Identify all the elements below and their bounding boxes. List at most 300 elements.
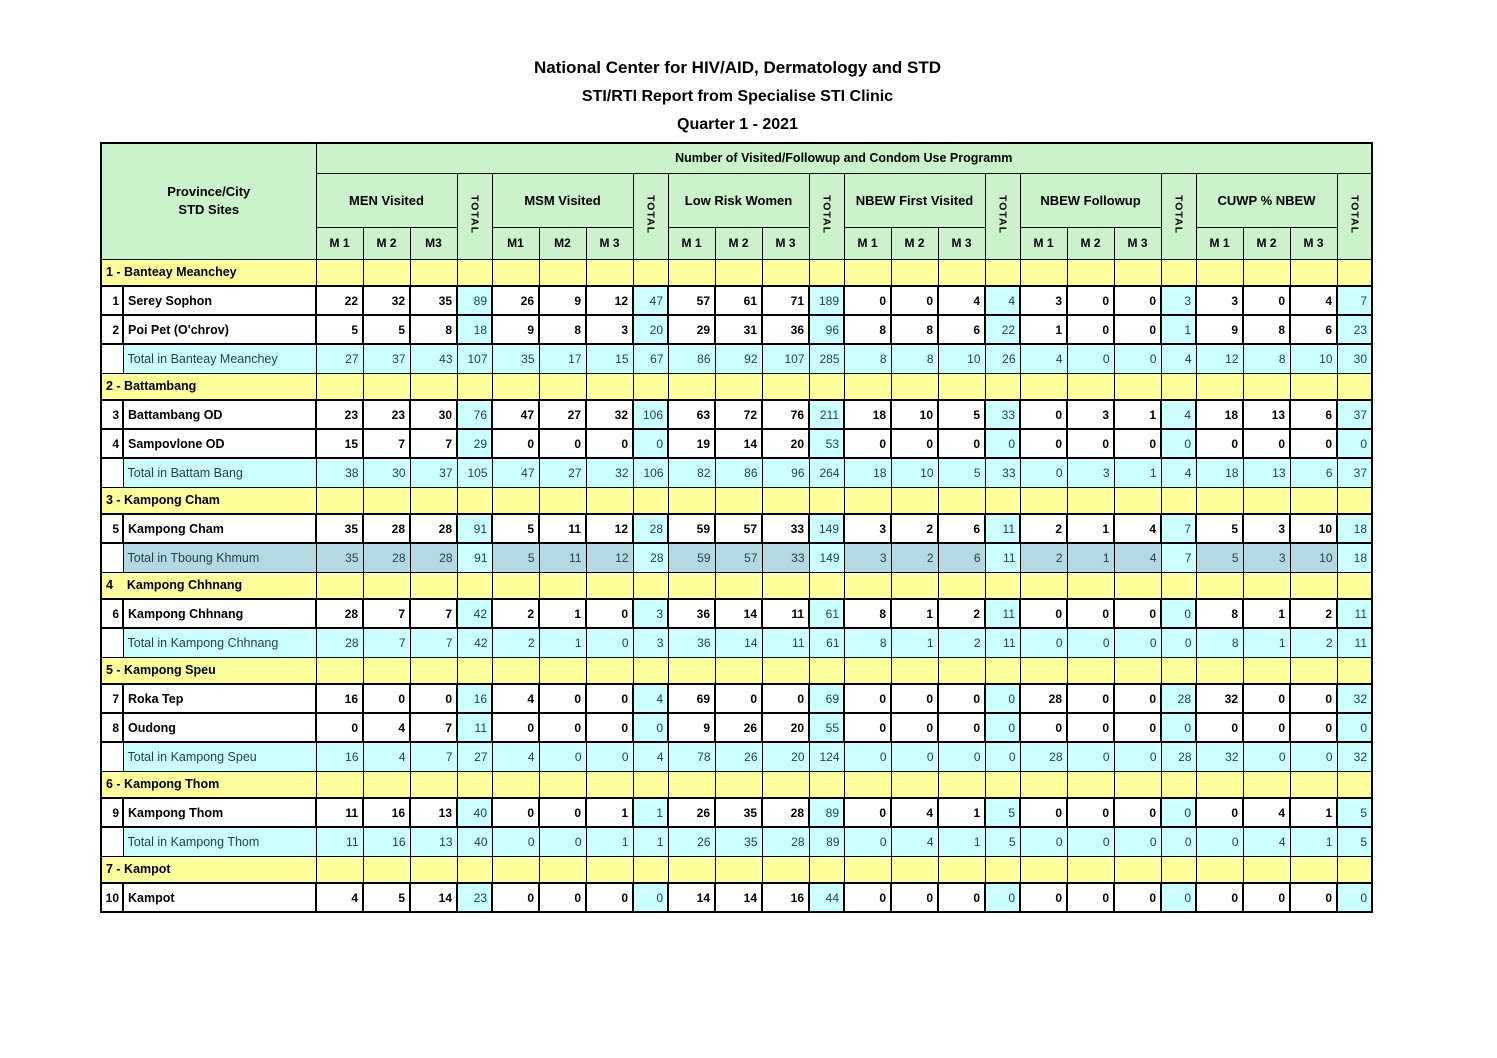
site-month-cell: 0 — [1114, 798, 1161, 827]
section-empty-cell — [410, 771, 457, 798]
site-total-cell: 3 — [633, 599, 668, 628]
province-total-month-cell: 38 — [316, 458, 363, 487]
site-month-cell: 6 — [1290, 400, 1337, 429]
province-total-row — [101, 628, 1372, 657]
province-total-month-cell: 0 — [1067, 628, 1114, 657]
section-empty-cell — [938, 657, 985, 684]
section-empty-cell — [1196, 856, 1243, 883]
section-empty-cell — [457, 856, 492, 883]
province-total-sum-cell: 4 — [633, 742, 668, 771]
province-total-month-cell: 0 — [1114, 344, 1161, 373]
site-month-cell: 7 — [410, 713, 457, 742]
province-total-month-cell: 8 — [1243, 344, 1290, 373]
section-empty-cell — [938, 771, 985, 798]
section-empty-cell — [586, 487, 633, 514]
total-header-label: TOTAL — [820, 194, 833, 235]
section-empty-cell — [633, 487, 668, 514]
site-month-cell: 1 — [938, 798, 985, 827]
section-empty-cell — [891, 856, 938, 883]
province-total-month-cell: 3 — [1243, 543, 1290, 572]
site-month-cell: 4 — [1114, 514, 1161, 543]
site-month-cell: 0 — [586, 684, 633, 713]
total-column-header — [985, 173, 1020, 259]
province-total-month-cell: 8 — [844, 628, 891, 657]
site-month-cell: 14 — [715, 883, 762, 912]
month-header: M 1 — [668, 227, 715, 259]
row-number-empty — [101, 344, 123, 373]
province-total-sum-cell: 4 — [1161, 344, 1196, 373]
section-empty-cell — [1067, 572, 1114, 599]
site-name: Poi Pet (O'chrov) — [123, 315, 316, 344]
province-total-sum-cell: 5 — [985, 827, 1020, 856]
province-total-month-cell: 4 — [891, 827, 938, 856]
site-month-cell: 0 — [1196, 429, 1243, 458]
section-empty-cell — [316, 487, 363, 514]
section-empty-cell — [586, 657, 633, 684]
site-total-cell: 11 — [1337, 599, 1372, 628]
site-month-cell: 6 — [938, 514, 985, 543]
site-total-cell: 18 — [1337, 514, 1372, 543]
site-month-cell: 27 — [539, 400, 586, 429]
section-empty-cell — [586, 259, 633, 286]
province-total-month-cell: 8 — [844, 344, 891, 373]
site-month-cell: 1 — [1020, 315, 1067, 344]
section-empty-cell — [938, 856, 985, 883]
site-total-cell: 4 — [633, 684, 668, 713]
section-label: 1 - Banteay Meanchey — [101, 259, 316, 286]
site-month-cell: 33 — [762, 514, 809, 543]
total-header-label: TOTAL — [996, 194, 1009, 235]
section-empty-cell — [891, 373, 938, 400]
site-month-cell: 2 — [1290, 599, 1337, 628]
section-empty-cell — [410, 657, 457, 684]
section-empty-cell — [985, 572, 1020, 599]
province-total-month-cell: 82 — [668, 458, 715, 487]
province-total-month-cell: 0 — [844, 742, 891, 771]
section-empty-cell — [809, 259, 844, 286]
province-total-month-cell: 7 — [363, 628, 410, 657]
section-empty-cell — [1196, 572, 1243, 599]
province-total-sum-cell: 124 — [809, 742, 844, 771]
month-header: M 2 — [891, 227, 938, 259]
site-month-cell: 0 — [410, 684, 457, 713]
province-total-sum-cell: 3 — [633, 628, 668, 657]
site-month-cell: 0 — [1020, 713, 1067, 742]
row-number: 2 — [101, 315, 123, 344]
site-total-cell: 106 — [633, 400, 668, 429]
month-header: M 1 — [844, 227, 891, 259]
site-month-cell: 11 — [762, 599, 809, 628]
section-empty-cell — [1114, 259, 1161, 286]
site-month-cell: 0 — [1243, 429, 1290, 458]
site-month-cell: 1 — [539, 599, 586, 628]
section-row — [101, 771, 1372, 798]
month-header: M 1 — [1020, 227, 1067, 259]
row-number: 4 — [101, 429, 123, 458]
month-header: M 2 — [1243, 227, 1290, 259]
section-empty-cell — [1114, 572, 1161, 599]
province-total-month-cell: 0 — [492, 827, 539, 856]
site-month-cell: 3 — [1243, 514, 1290, 543]
section-empty-cell — [762, 373, 809, 400]
site-month-cell: 0 — [1196, 713, 1243, 742]
section-empty-cell — [1243, 572, 1290, 599]
section-empty-cell — [1243, 487, 1290, 514]
site-total-cell: 44 — [809, 883, 844, 912]
province-total-month-cell: 28 — [363, 543, 410, 572]
section-empty-cell — [1020, 572, 1067, 599]
province-total-sum-cell: 27 — [457, 742, 492, 771]
month-header: M 3 — [586, 227, 633, 259]
section-empty-cell — [633, 373, 668, 400]
section-empty-cell — [1161, 259, 1196, 286]
site-total-cell: 76 — [457, 400, 492, 429]
section-empty-cell — [1067, 373, 1114, 400]
section-empty-cell — [668, 487, 715, 514]
section-empty-cell — [457, 572, 492, 599]
section-empty-cell — [985, 487, 1020, 514]
site-month-cell: 0 — [938, 684, 985, 713]
province-total-month-cell: 59 — [668, 543, 715, 572]
province-total-month-cell: 10 — [938, 344, 985, 373]
site-month-cell: 0 — [492, 713, 539, 742]
site-total-cell: 5 — [1337, 798, 1372, 827]
section-empty-cell — [762, 657, 809, 684]
site-row — [101, 315, 1372, 344]
province-total-month-cell: 18 — [1196, 458, 1243, 487]
section-empty-cell — [844, 373, 891, 400]
section-empty-cell — [492, 259, 539, 286]
site-month-cell: 11 — [316, 798, 363, 827]
site-total-cell: 0 — [985, 883, 1020, 912]
section-empty-cell — [668, 259, 715, 286]
section-empty-cell — [1337, 259, 1372, 286]
section-empty-cell — [457, 771, 492, 798]
province-total-month-cell: 86 — [715, 458, 762, 487]
site-month-cell: 0 — [844, 798, 891, 827]
site-total-cell: 0 — [633, 713, 668, 742]
row-number-empty — [101, 458, 123, 487]
site-month-cell: 18 — [844, 400, 891, 429]
site-total-cell: 96 — [809, 315, 844, 344]
total-header-label: TOTAL — [468, 194, 481, 235]
site-month-cell: 0 — [1067, 429, 1114, 458]
site-total-cell: 16 — [457, 684, 492, 713]
province-total-month-cell: 96 — [762, 458, 809, 487]
section-empty-cell — [985, 373, 1020, 400]
banner-header: Number of Visited/Followup and Condom Use Programm — [316, 143, 1372, 173]
province-total-month-cell: 1 — [891, 628, 938, 657]
section-empty-cell — [891, 771, 938, 798]
province-total-month-cell: 20 — [762, 742, 809, 771]
province-total-month-cell: 11 — [539, 543, 586, 572]
section-empty-cell — [762, 572, 809, 599]
section-empty-cell — [410, 373, 457, 400]
site-month-cell: 7 — [410, 429, 457, 458]
site-total-cell: 211 — [809, 400, 844, 429]
province-total-month-cell: 28 — [762, 827, 809, 856]
std-sites-line2: STD Sites — [178, 202, 240, 218]
site-total-cell: 0 — [633, 429, 668, 458]
section-empty-cell — [586, 373, 633, 400]
site-month-cell: 0 — [1114, 315, 1161, 344]
section-empty-cell — [539, 487, 586, 514]
site-month-cell: 0 — [1020, 883, 1067, 912]
province-total-month-cell: 2 — [891, 543, 938, 572]
site-month-cell: 14 — [715, 429, 762, 458]
province-total-month-cell: 5 — [1196, 543, 1243, 572]
section-empty-cell — [492, 487, 539, 514]
site-total-cell: 69 — [809, 684, 844, 713]
site-month-cell: 57 — [668, 286, 715, 315]
site-month-cell: 1 — [1067, 514, 1114, 543]
section-empty-cell — [1067, 259, 1114, 286]
section-empty-cell — [457, 487, 492, 514]
site-month-cell: 63 — [668, 400, 715, 429]
site-name: Kampong Thom — [123, 798, 316, 827]
site-month-cell: 2 — [1020, 514, 1067, 543]
section-empty-cell — [762, 856, 809, 883]
province-city-header — [101, 143, 316, 259]
section-empty-cell — [1020, 771, 1067, 798]
province-total-month-cell: 86 — [668, 344, 715, 373]
province-total-month-cell: 12 — [1196, 344, 1243, 373]
site-month-cell: 0 — [1290, 684, 1337, 713]
site-total-cell: 4 — [985, 286, 1020, 315]
site-month-cell: 5 — [363, 883, 410, 912]
province-total-row — [101, 742, 1372, 771]
section-empty-cell — [1290, 771, 1337, 798]
site-month-cell: 1 — [891, 599, 938, 628]
section-empty-cell — [1067, 487, 1114, 514]
province-total-month-cell: 4 — [1020, 344, 1067, 373]
section-empty-cell — [1196, 259, 1243, 286]
province-total-month-cell: 35 — [715, 827, 762, 856]
province-total-month-cell: 35 — [492, 344, 539, 373]
section-empty-cell — [809, 487, 844, 514]
province-total-month-cell: 0 — [586, 742, 633, 771]
site-month-cell: 0 — [844, 713, 891, 742]
site-name: Battambang OD — [123, 400, 316, 429]
site-total-cell: 89 — [457, 286, 492, 315]
section-empty-cell — [539, 373, 586, 400]
site-month-cell: 20 — [762, 429, 809, 458]
site-month-cell: 8 — [844, 315, 891, 344]
row-number: 9 — [101, 798, 123, 827]
site-month-cell: 32 — [1196, 684, 1243, 713]
site-total-cell: 20 — [633, 315, 668, 344]
site-total-cell: 11 — [985, 514, 1020, 543]
site-month-cell: 1 — [586, 798, 633, 827]
site-month-cell: 0 — [938, 713, 985, 742]
site-month-cell: 76 — [762, 400, 809, 429]
site-month-cell: 4 — [891, 798, 938, 827]
province-total-month-cell: 4 — [363, 742, 410, 771]
site-month-cell: 0 — [1020, 400, 1067, 429]
section-empty-cell — [715, 572, 762, 599]
province-total-month-cell: 28 — [316, 628, 363, 657]
section-empty-cell — [1337, 856, 1372, 883]
province-total-sum-cell: 4 — [1161, 458, 1196, 487]
province-total-sum-cell: 7 — [1161, 543, 1196, 572]
section-label: 6 - Kampong Thom — [101, 771, 316, 798]
section-empty-cell — [715, 259, 762, 286]
province-total-sum-cell: 42 — [457, 628, 492, 657]
province-total-month-cell: 1 — [586, 827, 633, 856]
province-total-month-cell: 107 — [762, 344, 809, 373]
province-total-month-cell: 0 — [1243, 742, 1290, 771]
site-month-cell: 0 — [1067, 883, 1114, 912]
province-total-month-cell: 92 — [715, 344, 762, 373]
site-name: Kampong Chhnang — [123, 599, 316, 628]
section-empty-cell — [1243, 373, 1290, 400]
section-empty-cell — [762, 771, 809, 798]
section-empty-cell — [1337, 487, 1372, 514]
section-empty-cell — [891, 259, 938, 286]
month-header: M 1 — [1196, 227, 1243, 259]
province-total-month-cell: 32 — [586, 458, 633, 487]
site-month-cell: 0 — [938, 883, 985, 912]
province-total-sum-cell: 11 — [1337, 628, 1372, 657]
province-total-month-cell: 0 — [1067, 344, 1114, 373]
province-total-month-cell: 4 — [1243, 827, 1290, 856]
site-month-cell: 0 — [891, 684, 938, 713]
site-month-cell: 32 — [363, 286, 410, 315]
province-total-sum-cell: 0 — [1161, 628, 1196, 657]
province-total-row — [101, 458, 1372, 487]
site-month-cell: 6 — [938, 315, 985, 344]
province-total-row — [101, 344, 1372, 373]
section-empty-cell — [985, 771, 1020, 798]
province-total-month-cell: 57 — [715, 543, 762, 572]
site-month-cell: 36 — [762, 315, 809, 344]
site-total-cell: 33 — [985, 400, 1020, 429]
site-total-cell: 0 — [633, 883, 668, 912]
site-total-cell: 11 — [985, 599, 1020, 628]
section-label: 4 Kampong Chhnang — [101, 572, 316, 599]
section-empty-cell — [492, 856, 539, 883]
section-empty-cell — [363, 487, 410, 514]
site-month-cell: 0 — [586, 883, 633, 912]
site-month-cell: 26 — [715, 713, 762, 742]
province-total-month-cell: 0 — [1114, 827, 1161, 856]
site-month-cell: 9 — [492, 315, 539, 344]
province-total-month-cell: 78 — [668, 742, 715, 771]
total-column-header — [1337, 173, 1372, 259]
section-empty-cell — [492, 771, 539, 798]
province-total-month-cell: 37 — [363, 344, 410, 373]
province-total-month-cell: 35 — [316, 543, 363, 572]
site-month-cell: 0 — [844, 286, 891, 315]
site-month-cell: 14 — [668, 883, 715, 912]
province-total-month-cell: 36 — [668, 628, 715, 657]
section-row — [101, 856, 1372, 883]
group-header: MSM Visited — [492, 173, 633, 227]
section-empty-cell — [1337, 373, 1372, 400]
site-total-cell: 0 — [985, 429, 1020, 458]
site-month-cell: 0 — [891, 286, 938, 315]
site-name: Serey Sophon — [123, 286, 316, 315]
site-month-cell: 4 — [492, 684, 539, 713]
site-month-cell: 0 — [492, 883, 539, 912]
section-empty-cell — [891, 487, 938, 514]
province-total-sum-cell: 264 — [809, 458, 844, 487]
section-empty-cell — [985, 259, 1020, 286]
section-empty-cell — [457, 657, 492, 684]
section-empty-cell — [1161, 572, 1196, 599]
section-empty-cell — [1114, 856, 1161, 883]
total-column-header — [1161, 173, 1196, 259]
province-city-line1: Province/City — [167, 184, 251, 200]
site-month-cell: 0 — [1290, 429, 1337, 458]
section-empty-cell — [938, 572, 985, 599]
site-total-cell: 91 — [457, 514, 492, 543]
section-empty-cell — [410, 259, 457, 286]
site-month-cell: 0 — [938, 429, 985, 458]
section-empty-cell — [1243, 259, 1290, 286]
province-total-label: Total in Kampong Thom — [123, 827, 316, 856]
site-month-cell: 7 — [363, 429, 410, 458]
site-month-cell: 3 — [844, 514, 891, 543]
site-month-cell: 0 — [1114, 713, 1161, 742]
section-empty-cell — [410, 487, 457, 514]
province-total-month-cell: 16 — [316, 742, 363, 771]
section-empty-cell — [410, 856, 457, 883]
site-month-cell: 2 — [938, 599, 985, 628]
site-month-cell: 0 — [1243, 286, 1290, 315]
section-empty-cell — [668, 572, 715, 599]
site-month-cell: 59 — [668, 514, 715, 543]
site-month-cell: 9 — [668, 713, 715, 742]
site-name: Kampong Cham — [123, 514, 316, 543]
section-empty-cell — [1020, 487, 1067, 514]
month-header: M 1 — [316, 227, 363, 259]
province-total-sum-cell: 61 — [809, 628, 844, 657]
site-month-cell: 0 — [539, 713, 586, 742]
site-month-cell: 0 — [1114, 599, 1161, 628]
site-row — [101, 798, 1372, 827]
province-total-sum-cell: 33 — [985, 458, 1020, 487]
site-month-cell: 9 — [539, 286, 586, 315]
site-month-cell: 0 — [1114, 883, 1161, 912]
site-total-cell: 1 — [1161, 315, 1196, 344]
site-month-cell: 11 — [539, 514, 586, 543]
site-month-cell: 5 — [938, 400, 985, 429]
site-month-cell: 7 — [410, 599, 457, 628]
province-total-month-cell: 0 — [844, 827, 891, 856]
province-total-label: Total in Battam Bang — [123, 458, 316, 487]
site-month-cell: 1 — [1114, 400, 1161, 429]
section-empty-cell — [457, 373, 492, 400]
site-month-cell: 28 — [410, 514, 457, 543]
province-total-month-cell: 0 — [1290, 742, 1337, 771]
sti-report-table — [100, 142, 1373, 913]
section-empty-cell — [1290, 259, 1337, 286]
month-header: M 3 — [1290, 227, 1337, 259]
section-empty-cell — [1020, 856, 1067, 883]
section-empty-cell — [316, 856, 363, 883]
section-empty-cell — [809, 856, 844, 883]
site-month-cell: 16 — [316, 684, 363, 713]
province-total-label: Total in Kampong Speu — [123, 742, 316, 771]
section-row — [101, 657, 1372, 684]
section-empty-cell — [985, 657, 1020, 684]
site-month-cell: 4 — [938, 286, 985, 315]
site-month-cell: 0 — [1243, 684, 1290, 713]
site-month-cell: 8 — [410, 315, 457, 344]
site-total-cell: 28 — [633, 514, 668, 543]
site-month-cell: 10 — [891, 400, 938, 429]
